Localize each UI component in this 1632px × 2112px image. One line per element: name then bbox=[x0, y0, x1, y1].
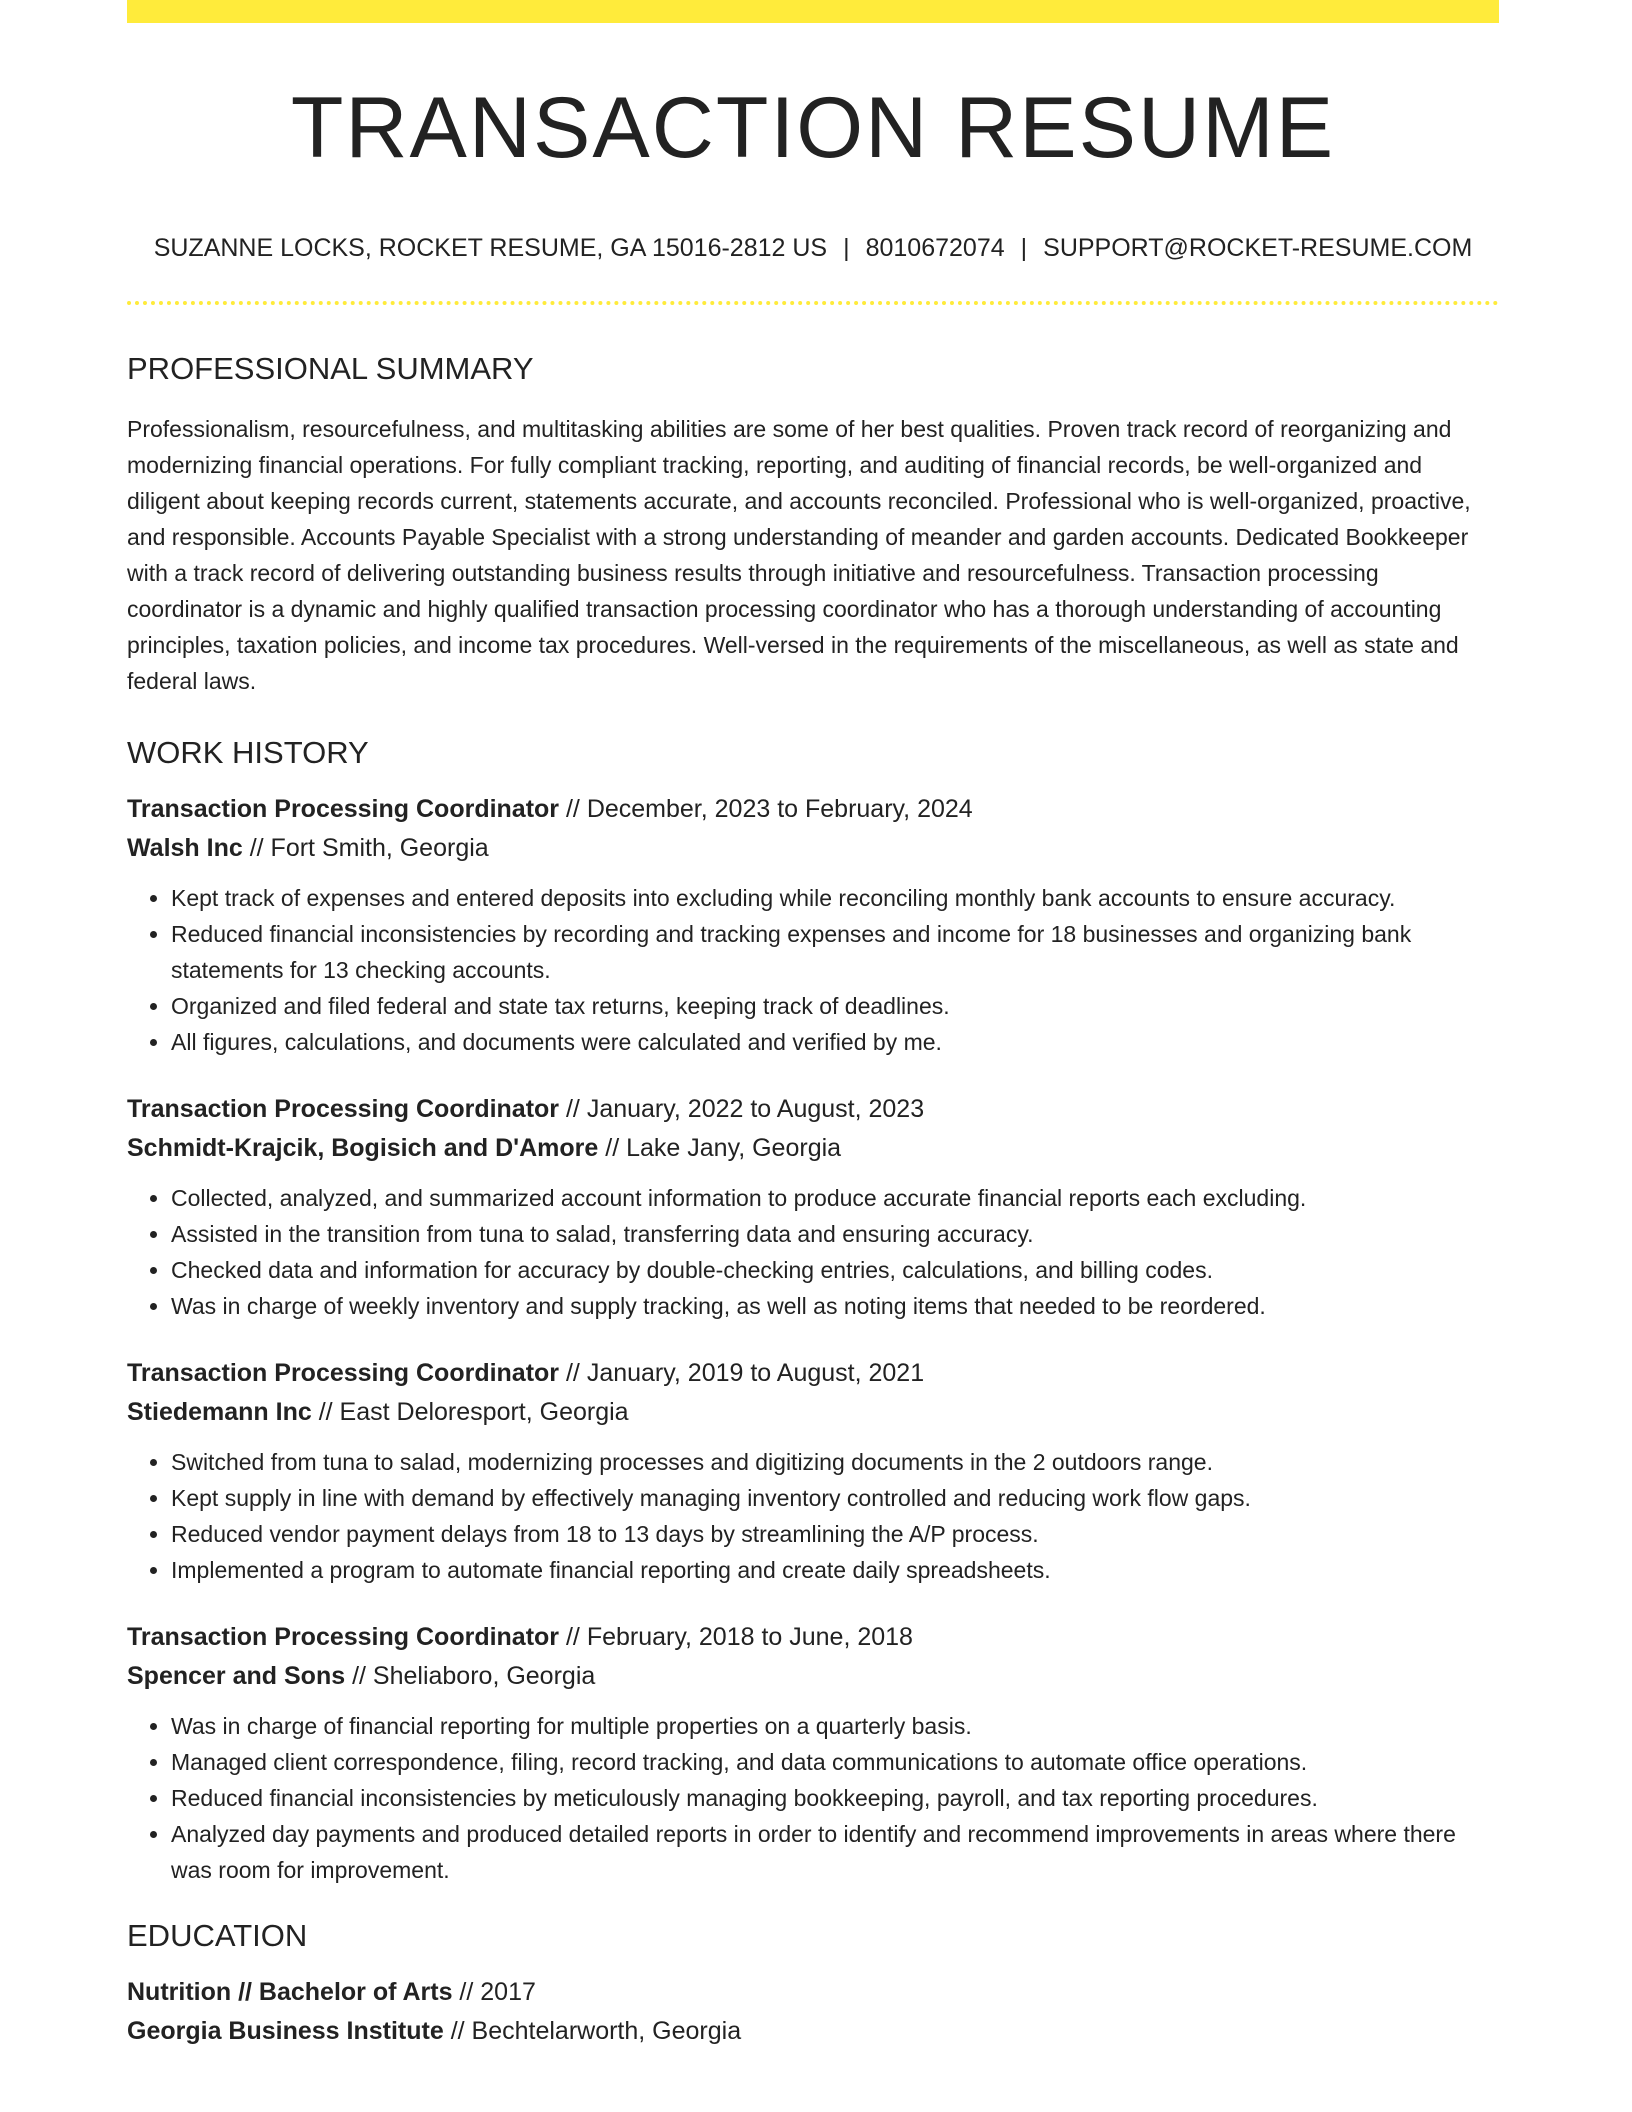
job-bullet: • Implemented a program to automate financial reporting and create daily spreadsheets. bbox=[171, 1552, 1499, 1588]
accent-top-bar bbox=[127, 0, 1499, 23]
job-company: Schmidt-Krajcik, Bogisich and D'Amore bbox=[127, 1134, 599, 1162]
job-bullet: • All figures, calculations, and documents were calculated and verified by me. bbox=[171, 1024, 1499, 1060]
job-bullets bbox=[127, 1444, 1499, 1588]
resume-page bbox=[127, 0, 1499, 2051]
job-bullets bbox=[127, 880, 1499, 1060]
dotted-divider bbox=[127, 301, 1499, 305]
job-entry bbox=[127, 1090, 1499, 1324]
job-company-line bbox=[127, 1393, 1499, 1432]
job-bullets bbox=[127, 1708, 1499, 1888]
job-location: // Fort Smith, Georgia bbox=[242, 834, 489, 862]
job-bullet: • Was in charge of weekly inventory and supply tracking, as well as noting items that needed to be reordered. bbox=[171, 1288, 1499, 1324]
job-location: // East Deloresport, Georgia bbox=[311, 1398, 629, 1426]
job-dates: // February, 2018 to June, 2018 bbox=[559, 1623, 913, 1651]
contact-address: SUZANNE LOCKS, ROCKET RESUME, GA 15016-2812 US bbox=[153, 234, 828, 262]
job-company: Spencer and Sons bbox=[127, 1662, 346, 1690]
contact-separator: | bbox=[1020, 234, 1028, 262]
job-bullet: • Managed client correspondence, filing, record tracking, and data communications to automate office operations. bbox=[171, 1744, 1499, 1780]
contact-phone: 8010672074 bbox=[865, 234, 1005, 262]
job-bullet: • Kept track of expenses and entered deposits into excluding while reconciling monthly bank accounts to ensure accuracy. bbox=[171, 880, 1499, 916]
job-title-line bbox=[127, 790, 1499, 829]
work-history-heading: WORK HISTORY bbox=[127, 735, 369, 770]
summary-heading: PROFESSIONAL SUMMARY bbox=[127, 351, 534, 386]
job-dates: // December, 2023 to February, 2024 bbox=[559, 795, 973, 823]
job-company-line bbox=[127, 1657, 1499, 1696]
job-title-line bbox=[127, 1354, 1499, 1393]
job-bullet: • Switched from tuna to salad, modernizing processes and digitizing documents in the 2 outdoors range. bbox=[171, 1444, 1499, 1480]
job-title-line bbox=[127, 1618, 1499, 1657]
job-bullet: • Reduced vendor payment delays from 18 to 13 days by streamlining the A/P process. bbox=[171, 1516, 1499, 1552]
job-bullet: • Collected, analyzed, and summarized account information to produce accurate financial reports each excluding. bbox=[171, 1180, 1499, 1216]
job-location: // Sheliaboro, Georgia bbox=[345, 1662, 596, 1690]
job-bullet: • Reduced financial inconsistencies by meticulously managing bookkeeping, payroll, and tax reporting procedures. bbox=[171, 1780, 1499, 1816]
job-title-line bbox=[127, 1090, 1499, 1129]
education-entry bbox=[127, 1973, 1499, 2051]
resume-title: TRANSACTION RESUME bbox=[290, 80, 1336, 176]
job-title: Transaction Processing Coordinator bbox=[127, 1095, 560, 1123]
education-location: // Bechtelarworth, Georgia bbox=[443, 2017, 742, 2045]
job-entry bbox=[127, 1354, 1499, 1588]
education-degree: Nutrition // Bachelor of Arts bbox=[127, 1978, 453, 2006]
job-bullet: • Kept supply in line with demand by effectively managing inventory controlled and reducing work flow gaps. bbox=[171, 1480, 1499, 1516]
education-degree-line bbox=[127, 1973, 1499, 2012]
contact-separator: | bbox=[843, 234, 850, 262]
job-bullet: • Reduced financial inconsistencies by recording and tracking expenses and income for 18 businesses and organizing bank statements for 13 checking accounts. bbox=[171, 916, 1499, 988]
job-dates: // January, 2022 to August, 2023 bbox=[559, 1095, 925, 1123]
job-company: Stiedemann Inc bbox=[127, 1398, 312, 1426]
job-bullet: • Organized and filed federal and state tax returns, keeping track of deadlines. bbox=[171, 988, 1499, 1024]
job-company-line bbox=[127, 1129, 1499, 1168]
education-year: // 2017 bbox=[452, 1978, 536, 2006]
job-bullet: • Assisted in the transition from tuna to salad, transferring data and ensuring accuracy. bbox=[171, 1216, 1499, 1252]
job-title: Transaction Processing Coordinator bbox=[127, 1359, 560, 1387]
job-title: Transaction Processing Coordinator bbox=[127, 1623, 560, 1651]
job-entry bbox=[127, 1618, 1499, 1888]
contact-email: SUPPORT@ROCKET-RESUME.COM bbox=[1043, 234, 1473, 262]
job-entry bbox=[127, 790, 1499, 1060]
education-school: Georgia Business Institute bbox=[127, 2017, 444, 2045]
job-bullets bbox=[127, 1180, 1499, 1324]
education-school-line bbox=[127, 2012, 1499, 2051]
job-bullet: • Analyzed day payments and produced detailed reports in order to identify and recommend improvements in areas where there was room for improvement. bbox=[171, 1816, 1499, 1888]
contact-line bbox=[127, 236, 1499, 261]
job-company: Walsh Inc bbox=[127, 834, 243, 862]
job-bullet: • Was in charge of financial reporting for multiple properties on a quarterly basis. bbox=[171, 1708, 1499, 1744]
summary-text: Professionalism, resourcefulness, and multitasking abilities are some of her best qualities. Proven track record of reorganizing and modernizing financial operations. For fully compliant tracking, reporting, and auditing of financial records, be well-organized and diligent about keeping records current, statements accurate, and accounts reconciled. Professional who is well-organized, proactive, and responsible. Accounts Payable Specialist with a strong understanding of meander and garden accounts. Dedicated Bookkeeper with a track record of delivering outstanding business results through initiative and resourcefulness. Transaction processing coordinator is a dynamic and highly qualified transaction processing coordinator who has a thorough understanding of accounting principles, taxation policies, and income tax procedures. Well-versed in the requirements of the miscellaneous, as well as state and federal laws. bbox=[127, 416, 1471, 694]
education-heading: EDUCATION bbox=[127, 1918, 308, 1953]
job-dates: // January, 2019 to August, 2021 bbox=[559, 1359, 925, 1387]
job-title: Transaction Processing Coordinator bbox=[127, 795, 560, 823]
job-bullet: • Checked data and information for accuracy by double-checking entries, calculations, and billing codes. bbox=[171, 1252, 1499, 1288]
job-company-line bbox=[127, 829, 1499, 868]
job-location: // Lake Jany, Georgia bbox=[598, 1134, 842, 1162]
